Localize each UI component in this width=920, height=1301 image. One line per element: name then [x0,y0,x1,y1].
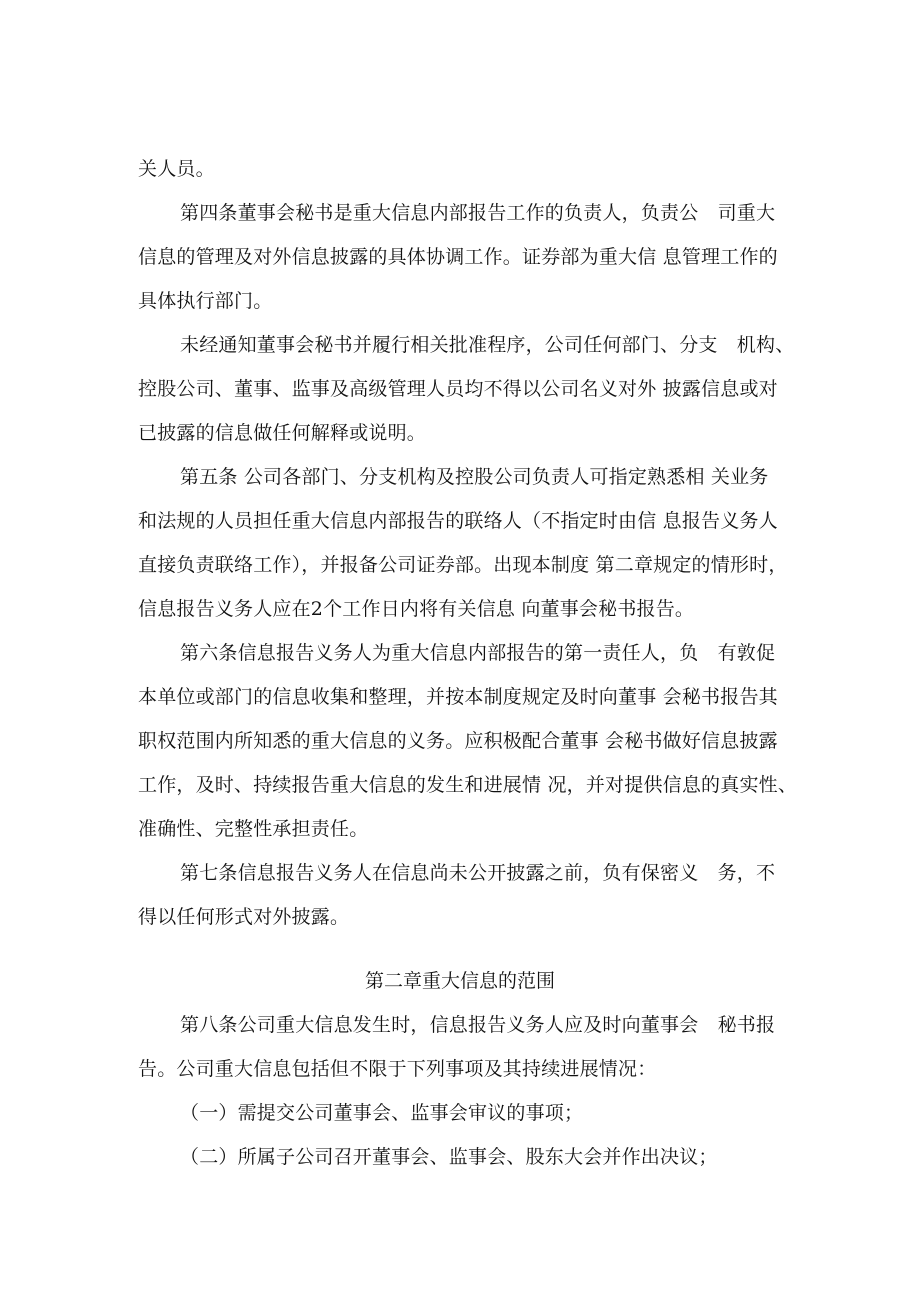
text-line: 已披露的信息做任何解释或说明。 [138,422,427,444]
chapter-heading: 第二章重大信息的范围 [364,970,555,992]
text-line: 工作，及时、持续报告重大信息的发生和进展情 况，并对提供信息的真实性、 [138,774,798,796]
text-line: 得以任何形式对外披露。 [138,906,350,928]
text-line: 直接负责联络工作），并报备公司证券部。出现本制度 第二章规定的情形时， [138,554,788,576]
text-line: 信息报告义务人应在2个工作日内将有关信息 向董事会秘书报告。 [138,598,695,620]
text-line: 第五条 公司各部门、分支机构及控股公司负责人可指定熟悉相 关业务 [180,466,769,488]
list-item: （一）需提交公司董事会、监事会审议的事项； [180,1102,584,1124]
text-line: 第四条董事会秘书是重大信息内部报告工作的负责人，负责公 司重大 [180,202,776,224]
text-line: 准确性、完整性承担责任。 [138,818,369,840]
list-item: （二）所属子公司召开董事会、监事会、股东大会并作出决议； [180,1146,718,1168]
text-line: 职权范围内所知悉的重大信息的义务。应积极配合董事 会秘书做好信息披露 [138,730,778,752]
text-line: 信息的管理及对外信息披露的具体协调工作。证券部为重大信 息管理工作的 [138,246,778,268]
text-line: 关人员。 [138,158,215,180]
text-line: 未经通知董事会秘书并履行相关批准程序，公司任何部门、分支 机构、 [180,334,795,356]
text-line: 控股公司、董事、监事及高级管理人员均不得以公司名义对外 披露信息或对 [138,378,778,400]
text-line: 具体执行部门。 [138,290,273,312]
text-line: 告。公司重大信息包括但不限于下列事项及其持续进展情况： [138,1058,657,1080]
text-line: 第六条信息报告义务人为重大信息内部报告的第一责任人，负 有敦促 [180,642,776,664]
text-line: 和法规的人员担任重大信息内部报告的联络人（不指定时由信 息报告义务人 [138,510,778,532]
text-line: 第七条信息报告义务人在信息尚未公开披露之前，负有保密义 务，不 [180,862,776,884]
text-line: 本单位或部门的信息收集和整理，并按本制度规定及时向董事 会秘书报告其 [138,686,778,708]
text-line: 第八条公司重大信息发生时，信息报告义务人应及时向董事会 秘书报 [180,1014,776,1036]
